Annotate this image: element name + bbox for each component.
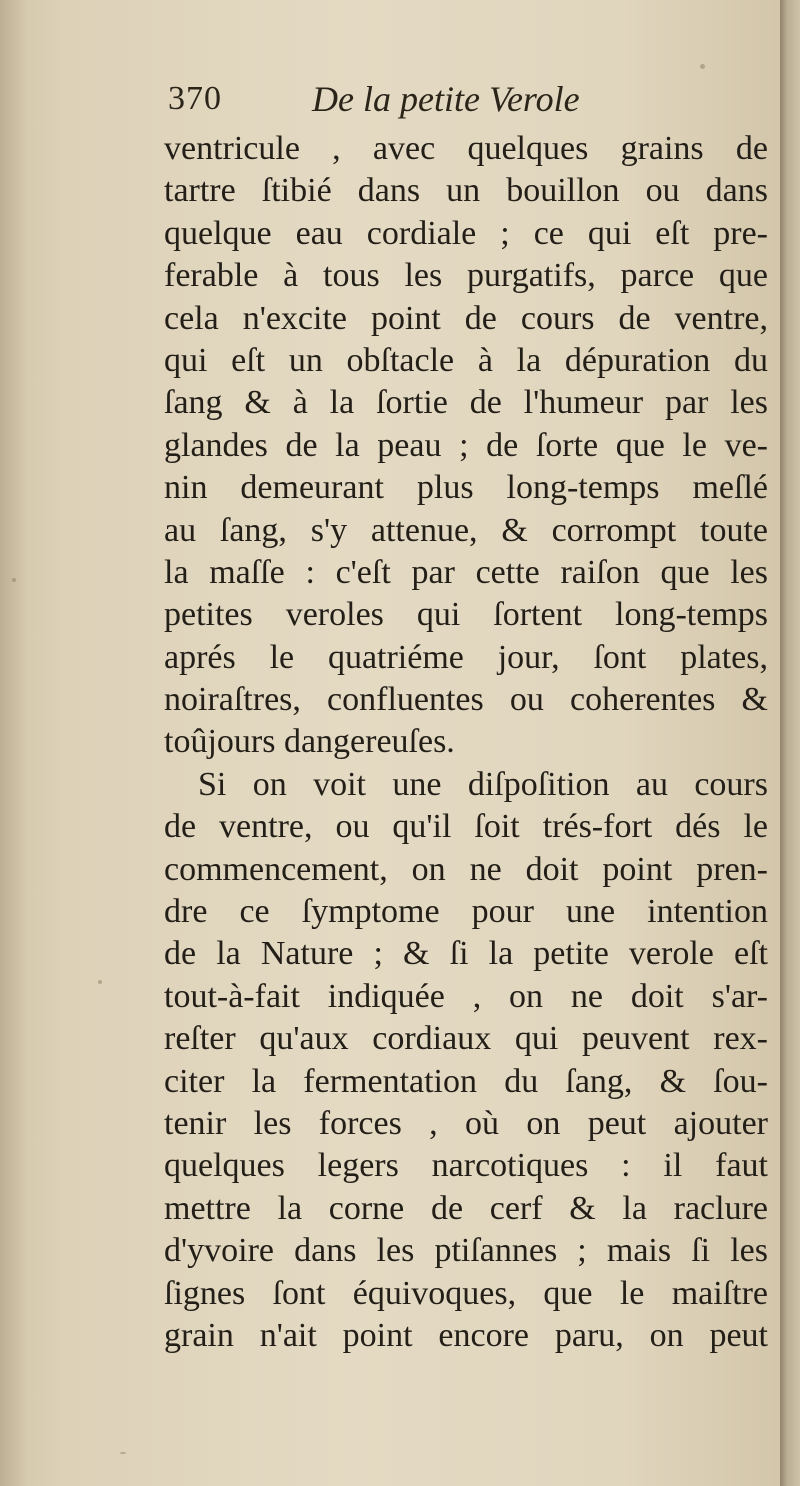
page-number: 370 bbox=[168, 80, 222, 117]
text-line: noiraſtres, confluentes ou coherentes & bbox=[164, 681, 768, 719]
text-line: tartre ſtibié dans un bouillon ou dans bbox=[164, 172, 768, 210]
text-line: cela n'excite point de cours de ventre, bbox=[164, 299, 768, 337]
text-line: au ſang, s'y attenue, & corrompt toute bbox=[164, 511, 768, 549]
running-title: De la petite Verole bbox=[312, 79, 580, 119]
text-line: ſignes ſont équivoques, que le maiſtre bbox=[164, 1274, 768, 1312]
paper-speck bbox=[98, 980, 102, 984]
text-line: de ventre, ou qu'il ſoit trés-fort dés le bbox=[164, 808, 768, 846]
text-line: petites veroles qui ſortent long-temps bbox=[164, 596, 768, 634]
text-line: quelques legers narcotiques : il faut bbox=[164, 1147, 768, 1185]
text-line: dre ce ſymptome pour une intention bbox=[164, 893, 768, 931]
text-line: mettre la corne de cerf & la raclure bbox=[164, 1189, 768, 1227]
running-head bbox=[168, 78, 688, 128]
body-text bbox=[164, 128, 768, 1357]
page-left-shadow bbox=[0, 0, 26, 1486]
text-line: aprés le quatriéme jour, ſont plates, bbox=[164, 638, 768, 676]
binding-edge bbox=[780, 0, 800, 1486]
text-line: ventricule , avec quelques grains de bbox=[164, 130, 768, 167]
text-line: glandes de la peau ; de ſorte que le ve- bbox=[164, 426, 768, 464]
text-line: la maſſe : c'eſt par cette raiſon que les bbox=[164, 553, 768, 591]
text-line: commencement, on ne doit point pren- bbox=[164, 850, 768, 888]
text-line: d'yvoire dans les ptiſannes ; mais ſi les bbox=[164, 1232, 768, 1270]
paper-speck bbox=[700, 64, 705, 69]
text-line: quelque eau cordiale ; ce qui eſt pre- bbox=[164, 214, 768, 252]
text-line: grain n'ait point encore paru, on peut bbox=[164, 1316, 768, 1354]
text-line: tout-à-fait indiquée , on ne doit s'ar- bbox=[164, 977, 768, 1015]
text-line: qui eſt un obſtacle à la dépuration du bbox=[164, 341, 768, 379]
paper-speck bbox=[120, 1452, 126, 1454]
text-line: ſang & à la ſortie de l'humeur par les bbox=[164, 384, 768, 422]
text-line: reſter qu'aux cordiaux qui peuvent rex- bbox=[164, 1020, 768, 1058]
text-line: citer la fermentation du ſang, & ſou- bbox=[164, 1062, 768, 1100]
text-line: de la Nature ; & ſi la petite verole eſt bbox=[164, 935, 768, 973]
text-line: tenir les forces , où on peut ajouter bbox=[164, 1104, 768, 1142]
paper-speck bbox=[12, 578, 16, 582]
text-line: nin demeurant plus long-temps meſlé bbox=[164, 469, 768, 507]
text-line: toûjours dangereuſes. bbox=[164, 723, 455, 761]
text-line: Si on voit une diſpoſition au cours bbox=[198, 765, 768, 803]
text-line: ferable à tous les purgatifs, parce que bbox=[164, 257, 768, 295]
